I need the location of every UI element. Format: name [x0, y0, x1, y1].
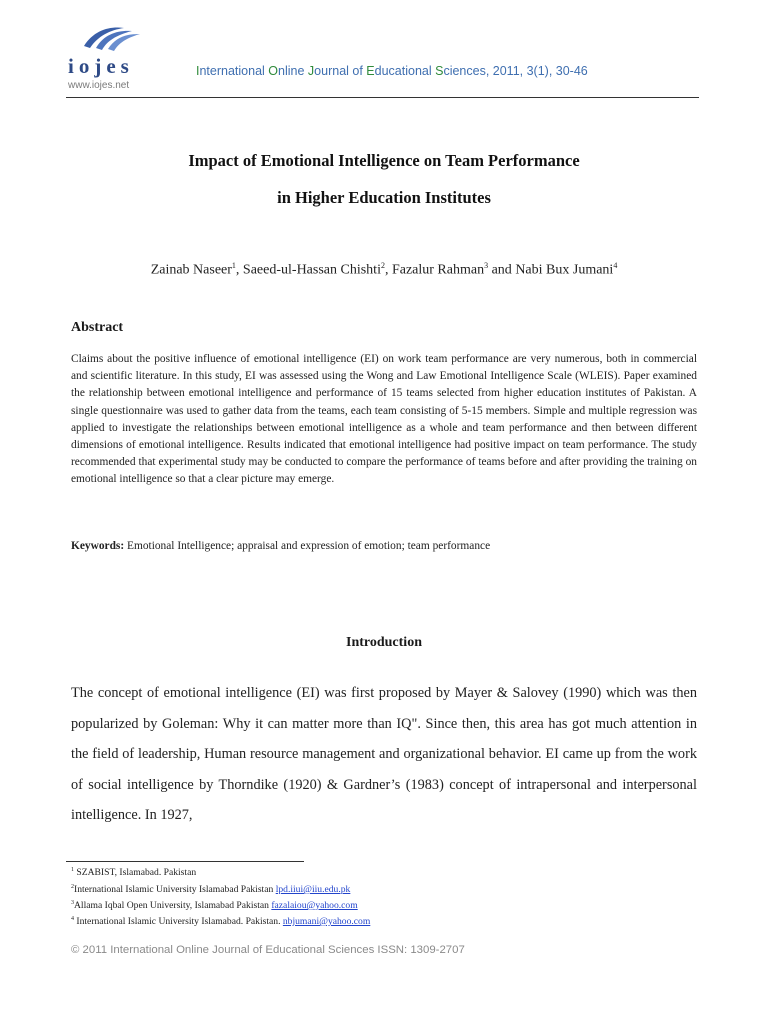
logo-swoosh-icon [80, 24, 142, 54]
keywords-text: Emotional Intelligence; appraisal and expression of emotion; team performance [127, 540, 491, 552]
journal-text: ducational [374, 64, 436, 78]
journal-initial: J [307, 64, 315, 78]
keywords-label: Keywords: [71, 540, 125, 552]
footnote-text: International Islamic University Islamabad. Pakistan. [74, 916, 283, 928]
paper-title-line-2: in Higher Education Institutes [277, 188, 491, 207]
footnote-3 [71, 900, 358, 911]
journal-text: nline [278, 64, 308, 78]
footnote-mark: 3 [71, 900, 74, 906]
author-separator: , [235, 262, 243, 278]
journal-initial: S [435, 64, 444, 78]
author-separator: , [384, 262, 392, 278]
footnote-email-link[interactable]: lpd.iiui@iiu.edu.pk [275, 884, 351, 896]
author-name: Fazalur Rahman [391, 262, 485, 278]
journal-citation [196, 64, 588, 78]
author-affiliation-mark: 1 [231, 261, 236, 270]
footnote-1 [71, 867, 196, 878]
footnote-text: International Islamic University Islamabad Pakistan [74, 884, 276, 896]
abstract-heading: Abstract [71, 320, 124, 335]
abstract-text: Claims about the positive influence of emotional intelligence (EI) on work team performance are very numerous, both in commercial and scientific literature. In this study, EI was assessed using the Wong and Law Emotional Intelligence Scale (WLEIS). Paper examined the relationship between emotional intelligence and performance of 15 teams selected from higher education institutes of Pakistan. A single questionnaire was used to gather data from the teams, each team consisting of 5-15 members. Simple and multiple regression was applied to investigate the relationships between emotional intelligence as a whole and team performance and then between different dimensions of emotional intelligence. Results indicated that emotional intelligence had positive impact on team performance. The study recommended that experimental study may be conducted to compare the performance of teams before and after providing the training on emotional intelligence so that a clear picture may emerge. [71, 353, 697, 486]
author-affiliation-mark: 3 [484, 261, 489, 270]
author-separator: and [488, 262, 516, 278]
journal-website[interactable]: www.iojes.net [68, 80, 130, 91]
footnote-2 [71, 884, 350, 895]
paper-title-line-1: Impact of Emotional Intelligence on Team Performance [188, 151, 580, 170]
author-name: Saeed-ul-Hassan Chishti [242, 262, 381, 278]
footnote-mark: 2 [71, 884, 74, 890]
footnote-4 [71, 916, 370, 927]
journal-initial: E [366, 64, 375, 78]
journal-initial: O [268, 64, 279, 78]
footnote-email-link[interactable]: nbjumani@yahoo.com [282, 916, 371, 928]
author-name: Nabi Bux Jumani [515, 262, 614, 278]
author-affiliation-mark: 2 [380, 261, 385, 270]
journal-text: nternational [199, 64, 269, 78]
introduction-heading: Introduction [346, 635, 422, 650]
footnote-mark: 4 [71, 916, 74, 922]
author-list [0, 261, 768, 279]
journal-text: ournal of [314, 64, 367, 78]
journal-text: ciences, 2011, 3(1), 30-46 [443, 64, 588, 78]
journal-logo [68, 24, 158, 96]
author-affiliation-mark: 4 [613, 261, 618, 270]
copyright-footer: © 2011 International Online Journal of Educational Sciences ISSN: 1309-2707 [71, 944, 465, 956]
footnote-divider [66, 861, 304, 862]
logo-wordmark: iojes [68, 54, 134, 78]
footnote-text: Allama Iqbal Open University, Islamabad Pakistan [74, 900, 272, 912]
footnote-mark: 1 [71, 867, 74, 873]
footnote-email-link[interactable]: fazalaiou@yahoo.com [271, 900, 358, 912]
footnote-text: SZABIST, Islamabad. Pakistan [74, 867, 197, 879]
author-name: Zainab Naseer [150, 262, 232, 278]
header-divider [66, 97, 699, 98]
journal-initial: I [196, 64, 200, 78]
keywords-line [71, 540, 490, 552]
introduction-text: The concept of emotional intelligence (EI) was first proposed by Mayer & Salovey (1990) which was then popularized by Goleman: Why it can matter more than IQ". Since then, this area has got much attention in the field of leadership, Human resource management and organizational behavior. EI came up from the work of social intelligence by Thorndike (1920) & Gardner’s (1983) concept of intrapersonal and interpersonal intelligence. In 1927, [71, 685, 697, 823]
